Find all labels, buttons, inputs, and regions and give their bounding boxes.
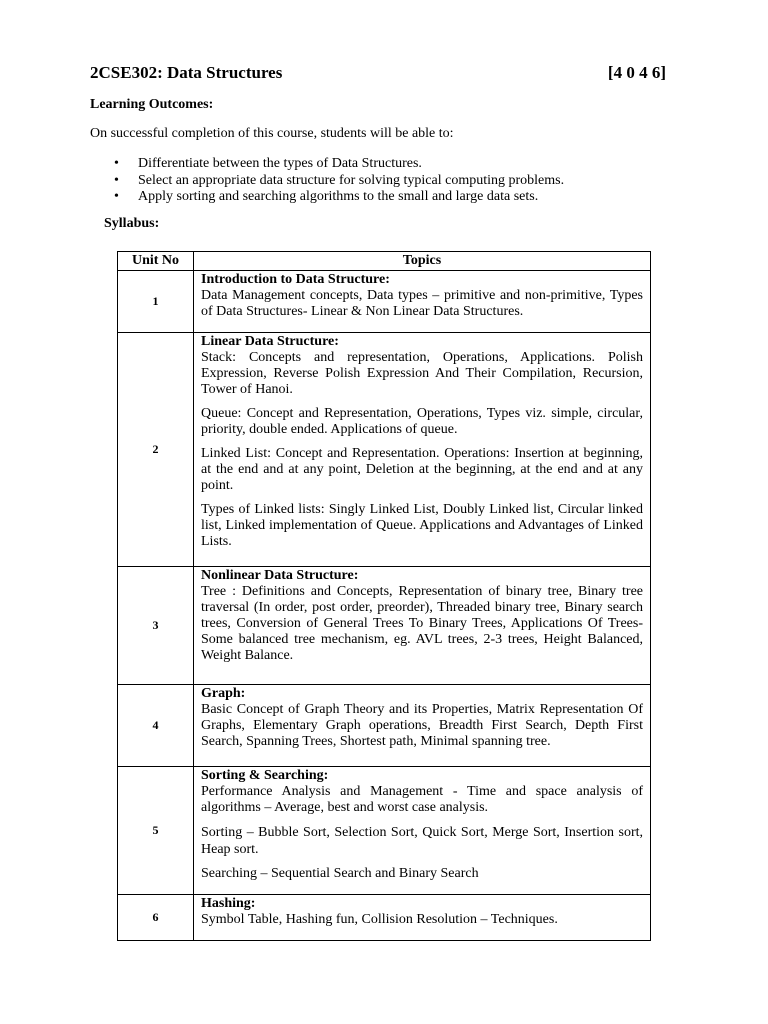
learning-outcome-item: • Differentiate between the types of Data Structures. [110, 156, 564, 173]
unit-paragraph: Linked List: Concept and Representation. Operations: Insertion at beginning, at the end and at any point, Deletion at the beginning, at the end and at any point. [201, 446, 643, 493]
table-row [118, 333, 651, 567]
unit-topics [194, 895, 651, 941]
course-title-row [90, 63, 666, 83]
unit-paragraph: Symbol Table, Hashing fun, Collision Resolution – Techniques. [201, 912, 558, 927]
unit-number: 5 [118, 767, 194, 895]
unit-number: 1 [118, 271, 194, 333]
learning-outcomes-heading: Learning Outcomes: [90, 97, 214, 112]
syllabus-table [117, 251, 651, 941]
unit-title: Introduction to Data Structure: [201, 272, 390, 287]
unit-topics [194, 685, 651, 767]
unit-topics [194, 333, 651, 567]
unit-paragraph: Queue: Concept and Representation, Operations, Types viz. simple, circular, priority, double ended. Applications of queue. [201, 406, 643, 437]
learning-outcomes-intro: On successful completion of this course, students will be able to: [90, 126, 454, 141]
table-row [118, 271, 651, 333]
unit-paragraph: Tree : Definitions and Concepts, Representation of binary tree, Binary tree traversal (In order, post order, preorder), Threaded binary tree, Binary search trees, Conversion of General Trees To Binary Trees, Applications Of Trees- Some balanced tree mechanism, eg. AVL trees, 2-3 trees, Height Balanced, Weight Balance. [201, 584, 643, 663]
course-credits: [4 0 4 6] [607, 63, 666, 82]
unit-paragraph: Stack: Concepts and representation, Operations, Applications. Polish Expression, Reverse Polish Expression And Their Compilation, Recursion, Tower of Hanoi. [201, 350, 643, 397]
unit-title: Linear Data Structure: [201, 334, 339, 349]
table-row [118, 685, 651, 767]
learning-outcome-item: • Select an appropriate data structure for solving typical computing problems. [110, 173, 564, 190]
table-row [118, 895, 651, 941]
unit-number: 4 [118, 685, 194, 767]
unit-topics [194, 567, 651, 685]
column-header-topics: Topics [194, 252, 651, 271]
unit-paragraph: Types of Linked lists: Singly Linked List, Doubly Linked list, Circular linked list, Linked implementation of Queue. Applications and Advantages of Linked Lists. [201, 502, 643, 549]
unit-paragraph: Performance Analysis and Management - Time and space analysis of algorithms – Average, best and worst case analysis. [201, 784, 643, 815]
unit-paragraph: Basic Concept of Graph Theory and its Properties, Matrix Representation Of Graphs, Elementary Graph operations, Breadth First Search, Depth First Search, Spanning Trees, Shortest path, Minimal spanning tree. [201, 702, 643, 749]
column-header-unit-no: Unit No [118, 252, 194, 271]
unit-topics [194, 767, 651, 895]
table-row [118, 567, 651, 685]
unit-paragraph: Sorting – Bubble Sort, Selection Sort, Quick Sort, Merge Sort, Insertion sort, Heap sort. [201, 825, 643, 857]
unit-number: 3 [118, 567, 194, 685]
syllabus-heading: Syllabus: [104, 216, 160, 231]
course-code-title: 2CSE302: Data Structures [90, 63, 283, 82]
unit-title: Nonlinear Data Structure: [201, 568, 359, 583]
unit-title: Graph: [201, 686, 246, 701]
learning-outcome-item: • Apply sorting and searching algorithms to the small and large data sets. [110, 189, 564, 206]
unit-paragraph: Data Management concepts, Data types – primitive and non-primitive, Types of Data Structures- Linear & Non Linear Data Structures. [201, 288, 643, 319]
unit-title: Hashing: [201, 896, 256, 911]
unit-paragraph: Searching – Sequential Search and Binary Search [201, 866, 479, 881]
learning-outcomes-list [110, 156, 564, 206]
unit-topics [194, 271, 651, 333]
unit-title: Sorting & Searching: [201, 768, 329, 783]
unit-number: 2 [118, 333, 194, 567]
table-row [118, 767, 651, 895]
unit-number: 6 [118, 895, 194, 941]
syllabus-header-row [118, 252, 651, 271]
